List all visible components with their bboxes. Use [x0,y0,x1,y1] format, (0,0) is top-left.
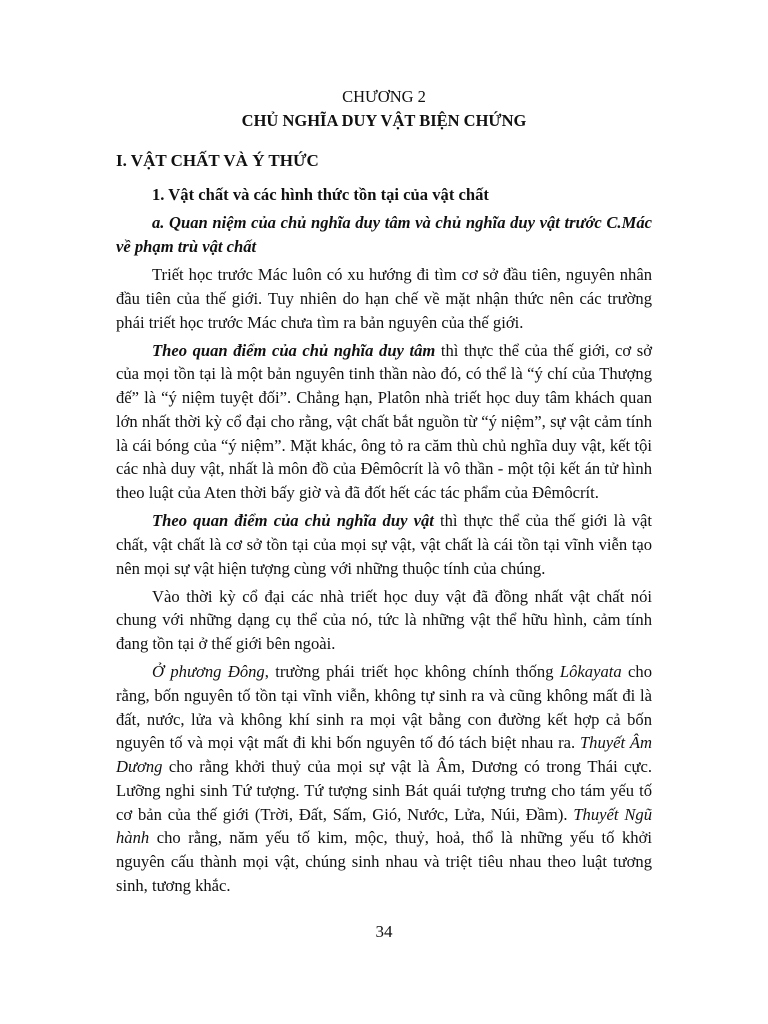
paragraph-4: Vào thời kỳ cổ đại các nhà triết học duy vật đã đồng nhất vật chất nói chung với những dạng cụ thể của nó, tức là những vật thể hữu hình, cảm tính đang tồn tại ở thế giới bên ngoài. [116,586,652,654]
paragraph-3 [116,509,652,580]
chapter-title: CHỦ NGHĨA DUY VẬT BIỆN CHỨNG [241,111,527,130]
paragraph-5-italic-g: Thuyết Ngũ hành [116,804,652,848]
paragraph-5-text-h: cho rằng, năm yếu tố kim, mộc, thuỷ, hoả, thổ là những yếu tố khởi nguyên cấu thành mọi vật, chúng sinh nhau và triệt tiêu nhau theo luật tương sinh, tương khắc. [116,828,652,895]
paragraph-2-text: thì thực thể của thế giới, cơ sở của mọi tồn tại là một bản nguyên tinh thần nào đó, có thể là “ý chí của Thượng đế” là “ý niệm tuyệt đối”. Chẳng hạn, Platôn nhà triết học duy tâm khách quan lớn nhất thời kỳ cổ đại cho rằng, vật chất bắt nguồn từ “ý niệm”, sự vật cảm tính là cái bóng của “ý niệm”. Mặt khác, ông tỏ ra căm thù chủ nghĩa duy vật, kết tội các nhà duy vật, nhất là môn đồ của Đêmôcrít là vô thần - một tội kết án tử hình theo luật của Aten thời bấy giờ và đã đốt hết các tác phẩm của Đêmôcrít. [116,340,652,502]
paragraph-3-text: thì thực thể của thế giới là vật chất, vật chất là cơ sở tồn tại của mọi sự vật, vật chất là cái tồn tại vĩnh viễn tạo nên mọi sự vật hiện tượng cùng với những thuộc tính của chúng. [116,511,652,578]
paragraph-1: Triết học trước Mác luôn có xu hướng đi tìm cơ sở đầu tiên, nguyên nhân đầu tiên của thế giới. Tuy nhiên do hạn chế về mặt nhận thức nên các trường phái triết học trước Mác chưa tìm ra bản nguyên của thế giới. [116,265,652,332]
paragraph-5-italic-c: Lôkayata [559,662,622,682]
section-heading: I. VẬT CHẤT VÀ Ý THỨC [116,151,319,170]
paragraph-5-text-b: , trường phái triết học không chính thống [264,662,560,682]
body-text [116,183,652,902]
paragraph-2 [116,339,652,505]
subsection-heading: 1. Vật chất và các hình thức tồn tại của vật chất [152,185,489,204]
paragraph-5-text-f: cho rằng khởi thuỷ của mọi sự vật là Âm, Dương có trong Thái cực. Lưỡng nghi sinh Tứ tượng. Tứ tượng sinh Bát quái tượng trưng cho tám yếu tố cơ bản của thế giới (Trời, Đất, Sấm, Gió, Nước, Lửa, Núi, Đầm). [116,757,652,824]
paragraph-5-text-d: cho rằng, bốn nguyên tố tồn tại vĩnh viễn, không tự sinh ra và cũng không mất đi là đất, nước, lửa và không khí sinh ra mọi vật bằng con đường kết hợp cả bốn nguyên tố và mọi vật mất đi khi bốn nguyên tố đó tách biệt nhau ra. [116,662,653,753]
subsubsection-heading: a. Quan niệm của chủ nghĩa duy tâm và chủ nghĩa duy vật trước C.Mác về phạm trù vật chất [116,213,652,256]
paragraph-3-lead: Theo quan điểm của chủ nghĩa duy vật [152,511,434,531]
paragraph-5-italic-e: Thuyết Âm Dương [116,733,652,777]
chapter-label: CHƯƠNG 2 [342,87,426,106]
paragraph-5-italic-a: Ở phương Đông [152,662,265,682]
paragraph-5 [116,660,652,897]
page-number: 34 [375,922,393,941]
paragraph-2-lead: Theo quan điểm của chủ nghĩa duy tâm [152,340,436,360]
